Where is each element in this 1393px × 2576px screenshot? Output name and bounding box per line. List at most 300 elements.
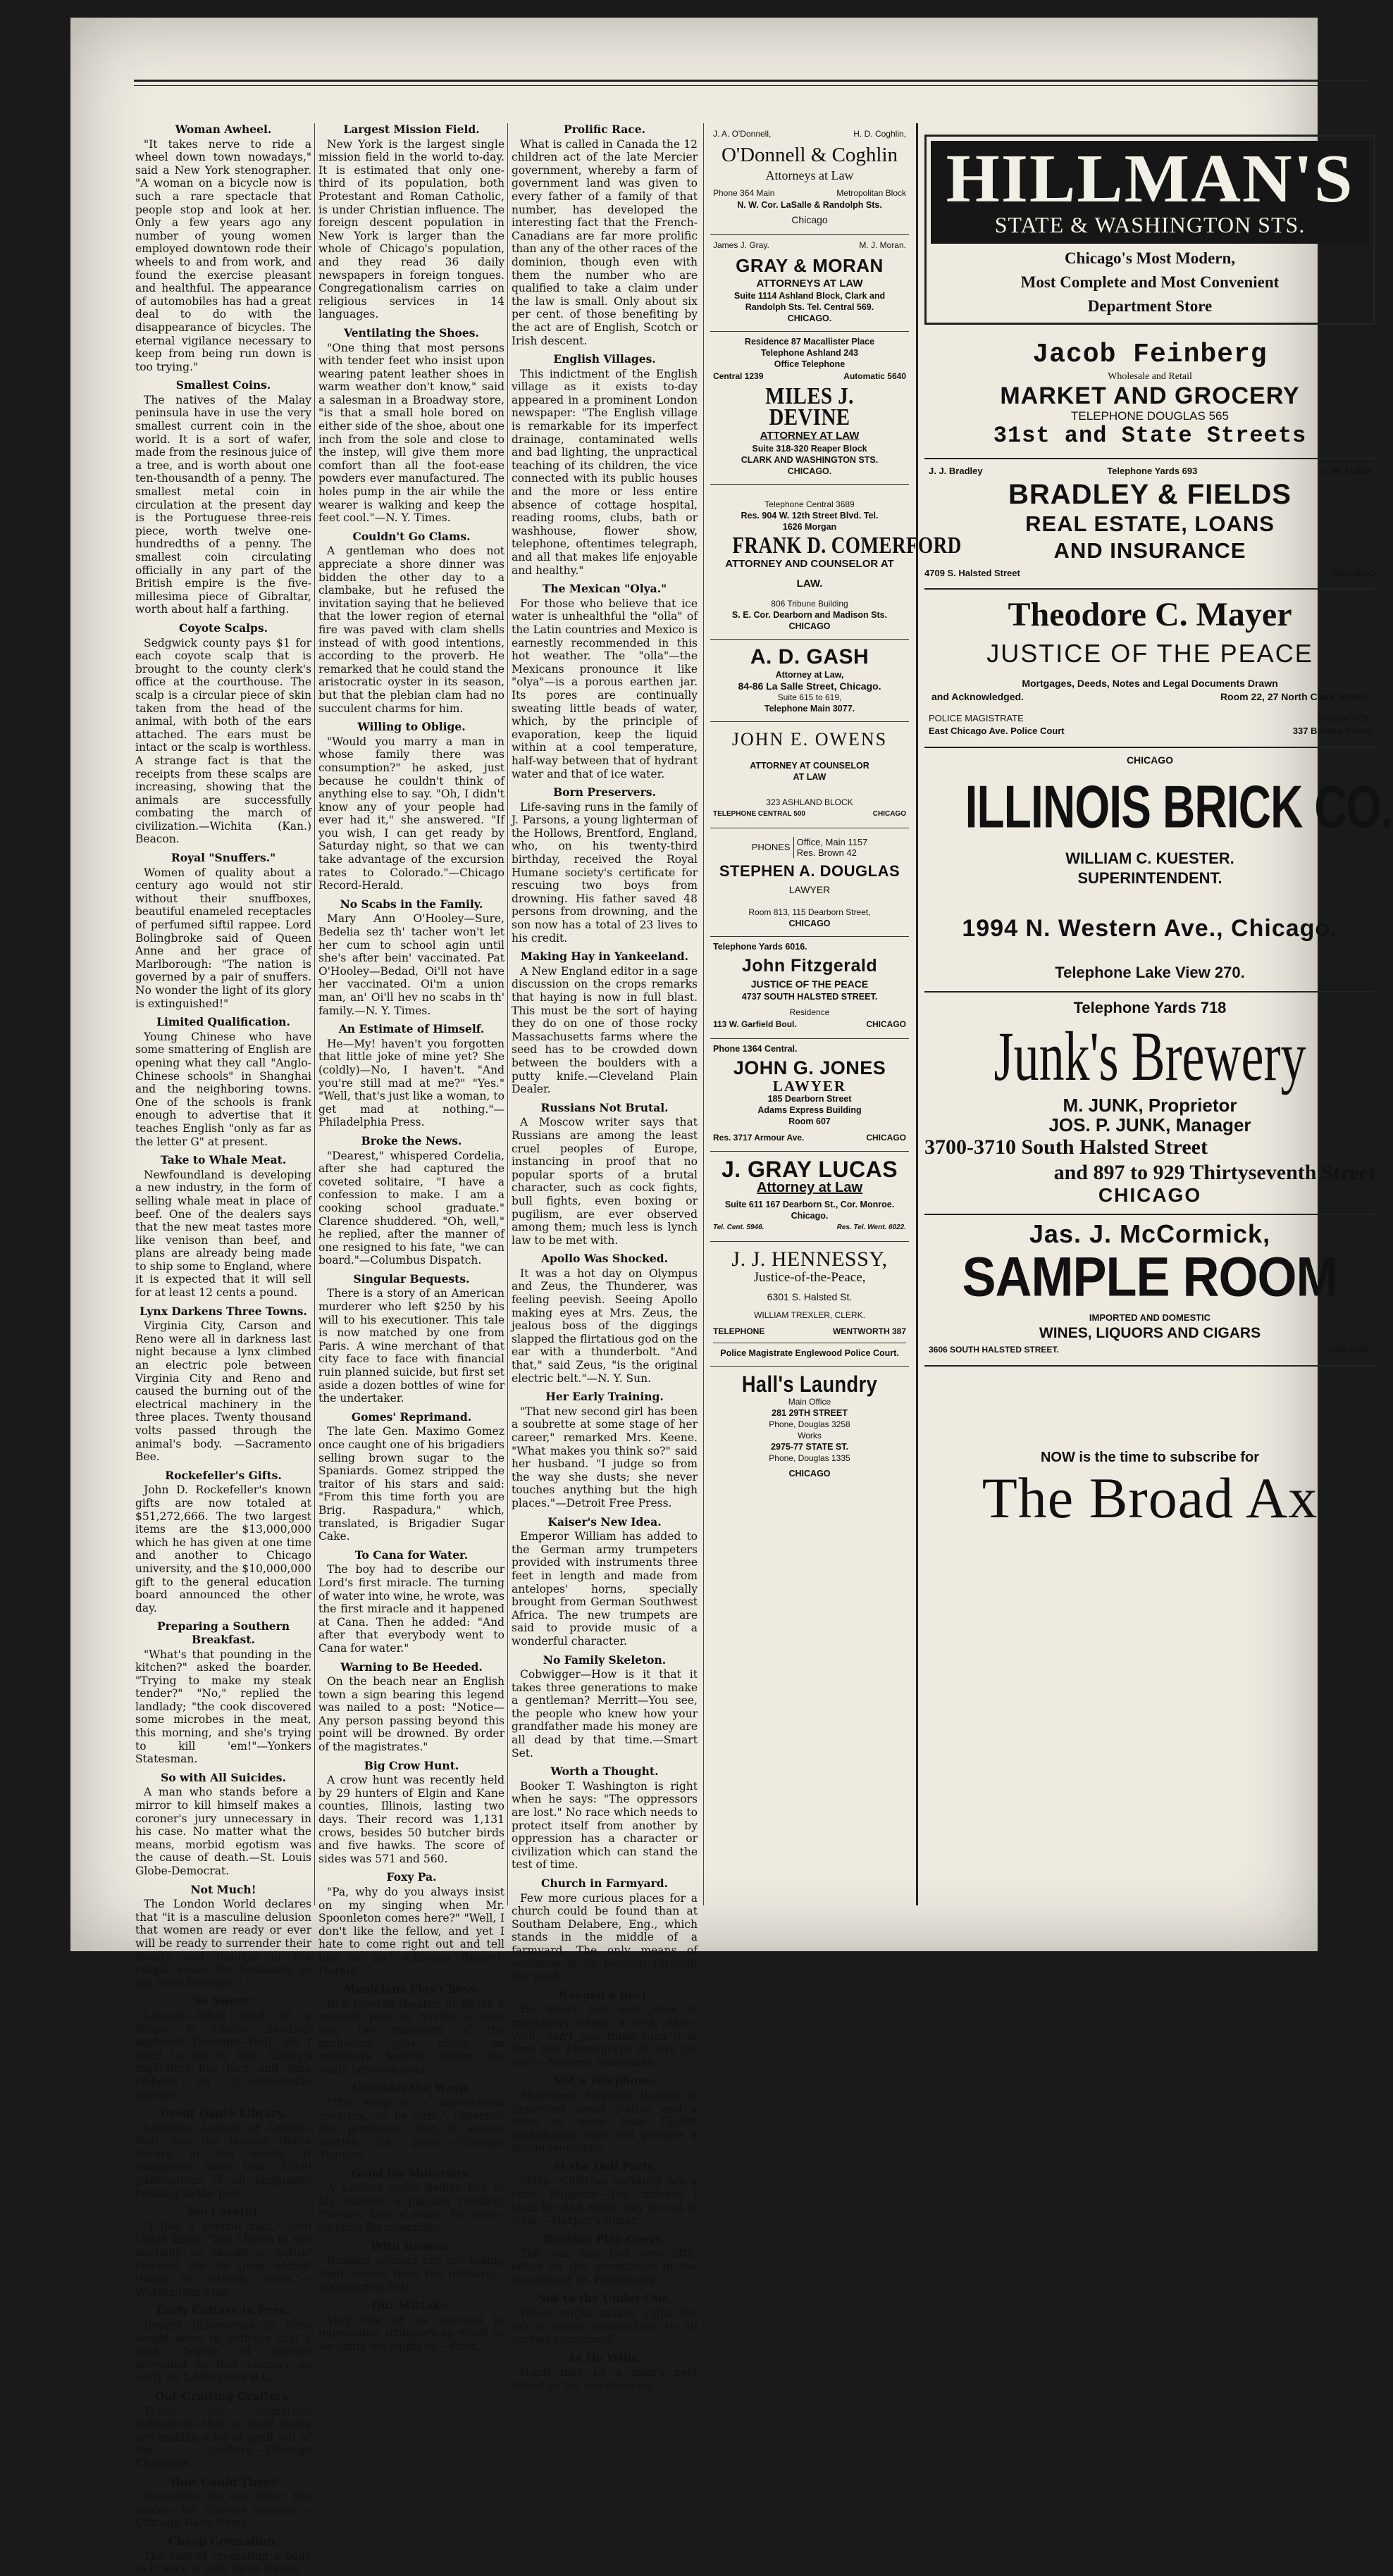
- hillmans-tagline: Most Complete and Most Convenient: [1020, 273, 1280, 291]
- article: [318, 1871, 504, 1977]
- article: [512, 1390, 698, 1510]
- card-jj-hennessy: [710, 1242, 909, 1366]
- mccormick-address: 3606 SOUTH HALSTED STREET.: [929, 1344, 1059, 1355]
- firm-subtitle: Attorneys at Law: [765, 168, 854, 182]
- phone: Central 1239: [713, 371, 764, 382]
- address: S. E. Cor. Dearborn and Madison Sts.: [731, 609, 888, 620]
- feinberg-market: MARKET AND GROCERY: [1000, 382, 1300, 409]
- phone: Phone 364 Main: [713, 187, 775, 198]
- article: [512, 583, 698, 780]
- address: N. W. Cor. LaSalle & Randolph Sts.: [737, 200, 882, 211]
- article: [318, 2167, 504, 2234]
- office-label: Main Office: [788, 1396, 831, 1407]
- article: [318, 2299, 504, 2353]
- article-headline: Royal "Snuffers.": [171, 851, 276, 865]
- article-body: "The wasp is a disputatious creature, to be sure," observed the professor, "but it always carries its point."—Chicago Tribune.: [318, 2096, 504, 2162]
- card-odonnell-coghlin: [710, 123, 909, 235]
- article-headline: Her Early Training.: [545, 1390, 664, 1404]
- address: 185 Dearborn Street: [767, 1093, 852, 1104]
- article-body: The cost of cremating a body in France is only three francs.: [135, 2549, 311, 2576]
- mayer-name: Theodore C. Mayer: [1008, 596, 1292, 634]
- article-headline: Coyote Scalps.: [179, 621, 268, 635]
- article-headline: Woman Awheel.: [175, 123, 272, 136]
- brick-address: 1994 N. Western Ave., Chicago.: [962, 914, 1338, 942]
- article-headline: Not Much!: [190, 1882, 256, 1896]
- phone: Telephone Yards 6016.: [713, 942, 807, 952]
- article-body: Mary Ann O'Hooley—Sure, Bedelia sez th' tacher won't let her cum to school agin until she's after bein' vaccinated. Pat O'Hooley—Bedad, Oi'll not have her vaccinated. Oi'm a union man, an' Oi'll hev no scabs in th' family.—N. Y. Times.: [318, 912, 504, 1017]
- city: CHICAGO: [866, 1019, 906, 1030]
- hillmans-frame: [924, 135, 1375, 325]
- address: Room 607: [788, 1116, 831, 1126]
- article-body: Habit may be a man's best friend or his worst enemy.: [512, 2366, 698, 2392]
- residence-label: Residence: [789, 1007, 830, 1018]
- article-body: For those who believe that ice water is unhealthful the "olla" of the Latin countries and Mexico is earnestly recommended in this hot weather. The "olla"—the Mexicans pronounce it like "olya"—is a porous earthen jar. Its pores are continually sweating little beads of water, which, by the principle of evaporation, keep the liquid within at a cool temperature, half-way between that of hydrant water and that of ice water.: [512, 597, 698, 780]
- firm-subtitle: Attorney at Law,: [775, 669, 844, 680]
- firm-subtitle: JUSTICE OF THE PEACE: [750, 978, 869, 990]
- column-rule: [507, 123, 508, 1905]
- hillmans-address: STATE & WASHINGTON STS.: [994, 212, 1306, 237]
- article-body: Few more curious places for a church could be found than at Southam Delabere, Eng., which stands in the middle of a farmyard. The only means of entrance is by passing through the yard.: [512, 1891, 698, 1984]
- article: [135, 1884, 311, 1990]
- junk-phone: Telephone Yards 718: [1073, 998, 1227, 1016]
- address: 84-86 La Salle Street, Chicago.: [738, 680, 881, 692]
- residence: Res. 3717 Armour Ave.: [713, 1132, 805, 1143]
- article-headline: Foxy Pa.: [386, 1870, 437, 1884]
- bradley-address: 4709 S. Halsted Street: [924, 567, 1020, 578]
- address: Randolph Sts. Tel. Central 569.: [745, 302, 874, 313]
- article-headline: The Mexican "Olya.": [542, 582, 667, 596]
- firm-name: O'Donnell & Coghlin: [721, 143, 898, 166]
- article: [135, 1995, 311, 2101]
- firm-name: JOHN G. JONES: [733, 1057, 886, 1078]
- article: [318, 1273, 504, 1405]
- article: [318, 2240, 504, 2294]
- partner-name: J. J. Bradley: [929, 466, 983, 476]
- address: 2975-77 STATE ST.: [771, 1441, 848, 1452]
- firm-subtitle: ATTORNEYS AT LAW: [756, 277, 863, 290]
- article-body: Leonidas Leonell of Undine, Italy, has the largest Dante library in the world. It comprises more than 3,000 publications of all languages relating to the poet.: [135, 2121, 311, 2200]
- column-rule: [314, 123, 315, 1905]
- card-john-fitzgerald: [710, 937, 909, 1039]
- article-body: Young Chinese who have some smattering of English are opening what they call "Anglo-Chinese schools" in Shanghai and the neighboring towns. One of the schools is frank enough to advertise that it teaches English "only as far as the letter G" at present.: [135, 1030, 311, 1148]
- broadax-name: The Broad Ax: [982, 1465, 1318, 1530]
- article: [318, 1023, 504, 1129]
- firm-subtitle: ATTORNEY AT COUNSELOR: [750, 760, 869, 771]
- mayer-services: Mortgages, Deeds, Notes and Legal Documents Drawn: [1022, 678, 1278, 690]
- article-headline: So with All Suicides.: [161, 1770, 286, 1784]
- article-headline: Kaiser's New Idea.: [547, 1514, 662, 1529]
- article-body: Russian authors are not taking their heroes from the military.—Washington Post.: [318, 2254, 504, 2294]
- article: [512, 1765, 698, 1872]
- article-headline: Cheap Cremation.: [168, 2534, 279, 2548]
- address: 323 ASHLAND BLOCK: [766, 797, 853, 807]
- article-body: On the beach near an English town a sign bearing this legend was nailed to a post: "Notice—Any person passing beyond this point will be drowned. By order of the magistrates.": [318, 1675, 504, 1754]
- firm-name: John Fitzgerald: [741, 956, 878, 976]
- article-headline: Russians Not Brutal.: [540, 1100, 669, 1114]
- feinberg-phone: TELEPHONE DOUGLAS 565: [1071, 409, 1229, 423]
- column-1: [135, 123, 311, 2576]
- article-headline: Early Culture in Peru.: [156, 2303, 291, 2317]
- article-headline: Lynx Darkens Three Towns.: [140, 1304, 307, 1318]
- brick-phone: Telephone Lake View 270.: [1055, 963, 1245, 981]
- partner-name: M. J. Moran.: [859, 240, 906, 251]
- feinberg-wholesale: Wholesale and Retail: [1108, 371, 1192, 382]
- clerk: WILLIAM TREXLER, CLERK.: [754, 1309, 865, 1320]
- article: [135, 2476, 311, 2530]
- phone: TELEPHONE CENTRAL 500: [713, 809, 805, 818]
- phone: Phone 1364 Central.: [713, 1043, 798, 1054]
- article: [512, 2074, 698, 2155]
- article: [135, 2304, 311, 2384]
- article-body: The natives of the Malay peninsula have in use the very smallest current coin in the world. It is a sort of wafer, made from the resinous juice of a tree, and is worth about one ten-thousandth of a penny. The smallest metal coin in circulation at the present day is the Portuguese three-reis piece, worth twelve one-hundredths of a penny. The smallest coin circulating officially in any part of the British empire is the five-millesima piece of Gibraltar, worth about half a farthing.: [135, 393, 311, 616]
- article-body: Very few of us succeed in impressing strangers as much as we think we ought to.—Puck.: [318, 2313, 504, 2353]
- brick-superintendent: WILLIAM C. KUESTER.: [1065, 849, 1234, 867]
- firm-subtitle: ATTORNEY AND COUNSELOR AT: [725, 557, 894, 570]
- article-body: New York is the largest single mission field in the world to-day. It is estimated that only one-third of its population, both Protestant and Roman Catholic, is under Christian influence. The foreign descent population in New York is larger than the whole of Chicago's population, and they read 36 daily newspapers in foreign tongues. Congregationalism carries on religious services in 14 languages.: [318, 137, 504, 321]
- article-headline: As He Wills.: [567, 2351, 642, 2365]
- ad-illinois-brick: [924, 748, 1393, 993]
- phone: Telephone Central 3689: [764, 499, 855, 509]
- article-headline: No Scabs in the Family.: [340, 897, 483, 911]
- mayer-services: and Acknowledged.: [931, 691, 1024, 703]
- article-headline: Take to Whale Meat.: [160, 1153, 287, 1167]
- article: [512, 1989, 698, 2070]
- article-body: A crow hunt was recently held by 29 hunters of Elgin and Kane counties, Illinois, lasting two days. Their record was 1,131 crows, besides 50 butcher birds and five hawks. The score of sides was 571 and 560.: [318, 1774, 504, 1865]
- firm-subtitle: AT LAW: [793, 771, 826, 782]
- address: Adams Express Building: [757, 1105, 862, 1115]
- city: CHICAGO.: [787, 466, 832, 476]
- article-headline: Largest Mission Field.: [343, 123, 480, 136]
- article-body: Emperor William has added to the German army trumpeters provided with instruments three feet in length and made from antelopes' horns, specially brought from German Southwest Africa. The new trumpets are said to provide music of a wonderful character.: [512, 1530, 698, 1648]
- article: [318, 721, 504, 892]
- ad-broad-ax: [924, 1367, 1375, 1541]
- article-body: Virginia City, Carson and Reno were all in darkness last night because a lynx climbed an electric pole between Virginia City and Reno and caused the burning out of the electrical machinery in the three places. Twenty thousand volts passed through the animal's body. —Sacramento Bee.: [135, 1319, 311, 1464]
- city: Chicago: [791, 214, 828, 226]
- article-body: "Pa, why do you always insist on my singing when Mr. Spoonleton comes here?" "Well, I don't like the fellow, and yet I hate to come right out and tell him to go."—Chicago Record-Herald.: [318, 1886, 504, 1977]
- article-headline: Out-Grafting Grafters.: [154, 2389, 292, 2403]
- phone-label: TELEPHONE: [713, 1326, 765, 1336]
- article-body: Booker T. Washington is right when he says: "The oppressors are lost." No race which needs to protect itself from another by oppression has a character or civilization which can stand the test of time.: [512, 1779, 698, 1872]
- article-headline: Making Hay in Yankeeland.: [520, 950, 689, 964]
- article-body: "Would you marry a man in whose family there was consumption?" he asked, just because he couldn't think of anything else to say. "Oh, I didn't know any of your people had ever had it," she answered. "If you wish, I can get ready by Saturday night, so that we can take advantage of the excursion rates to Colorado."—Chicago Record-Herald.: [318, 735, 504, 892]
- article-headline: Prolific Race.: [563, 123, 645, 136]
- article: [135, 2535, 311, 2576]
- firm-name: Hall's Laundry: [741, 1371, 878, 1397]
- article: [318, 1549, 504, 1655]
- city: CHICAGO: [788, 919, 831, 929]
- mayer-address: Room 22, 27 North Clark Street.: [1220, 691, 1368, 703]
- article-body: John D. Rockefeller's known gifts are now totaled at $51,272,666. The two largest items are the $13,000,000 which he has given at one time and another to Chicago university, and the $10,000,000 gift to the general education board announced the other day.: [135, 1483, 311, 1614]
- city: CHICAGO: [1098, 1183, 1202, 1206]
- ad-feinberg: [924, 336, 1375, 459]
- article-headline: Needed a Rest.: [558, 1988, 651, 2002]
- brick-superintendent-title: SUPERINTENDENT.: [1077, 869, 1222, 887]
- article-headline: So Sweet!: [193, 1994, 254, 2008]
- article: [318, 1661, 504, 1754]
- card-frank-comerford: [710, 485, 962, 640]
- city: CHICAGO: [1126, 754, 1174, 766]
- junk-address: and 897 to 929 Thirtyseventh Street: [1053, 1160, 1375, 1184]
- article-body: A Moscow writer says that Russians are among the least cruel peoples of Europe, instancing in proof that no popular sports of a brutal character, such as cock fights, bull fights, even boxing or pugilism, are ever observed among them; much less is lynch law to be met with.: [512, 1116, 698, 1247]
- article: [512, 1654, 698, 1760]
- article-headline: Ventilating the Shoes.: [344, 325, 479, 340]
- mayer-residence-label: RESIDENCE: [1318, 712, 1371, 723]
- junk-name: Junk's Brewery: [993, 1016, 1306, 1095]
- partner-name: H. D. Coghlin,: [853, 129, 906, 139]
- article-body: Women of quality about a century ago would not stir without their snuffboxes, beautiful enameled receptacles of perfumed siftil rappee. Lord Bolingbroke said of Queen Anne and her grace of Marlborough: "The nation is governed by a pair of snuffers. No wonder the light of its glory is extinguished!": [135, 866, 311, 1010]
- mayer-magistrate: POLICE MAGISTRATE: [929, 712, 1024, 723]
- residence: Residence 87 Macallister Place: [744, 337, 875, 347]
- article: [135, 1305, 311, 1464]
- article-headline: Church in Farmyard.: [541, 1877, 668, 1890]
- column-rule: [703, 123, 704, 1905]
- city: Chicago.: [791, 1210, 829, 1221]
- mayer-title: JUSTICE OF THE PEACE: [986, 639, 1313, 668]
- broadax-subscribe: NOW is the time to subscribe for: [1040, 1449, 1260, 1465]
- column-2: [318, 123, 504, 2353]
- mccormick-sample-room: SAMPLE ROOM: [962, 1245, 1338, 1308]
- address: 6301 S. Halsted St.: [767, 1290, 853, 1302]
- article-headline: Not to the Under One.: [536, 2291, 673, 2306]
- article-headline: Born Preservers.: [553, 785, 656, 799]
- article: [318, 2082, 504, 2162]
- article-headline: Warning to Be Heeded.: [340, 1660, 483, 1674]
- article: [512, 2160, 698, 2227]
- article: [512, 1516, 698, 1648]
- junk-manager: JOS. P. JUNK, Manager: [1048, 1114, 1251, 1135]
- article: [135, 1154, 311, 1300]
- article-body: "It takes nerve to ride a wheel down town nowadays," said a New York stenographer. "A woman on a bicycle now is such a rare spectacle that people stop and look at her. Only a few years ago any number of young women employed downtown rode their wheels to and from work, and found the exercise pleasant and healthful. The appearance of automobiles has had a great deal to do with the disappearance of bicycles. The eternal vigilance necessary to keep from being run down is too trying.": [135, 137, 311, 373]
- mccormick-name: Jas. J. McCormick,: [1029, 1219, 1271, 1248]
- article: [512, 1252, 698, 1385]
- article-headline: Broke the News.: [361, 1133, 462, 1147]
- card-miles-devine: [710, 332, 909, 484]
- article-body: Mary—Children certainly are a care. Millicent—Yes, indeed! I shall be glad when they go out of style.—Harper's Bazar.: [512, 2174, 698, 2227]
- firm-subtitle: LAWYER: [772, 1077, 847, 1095]
- article: [512, 950, 698, 1096]
- article-body: The London World declares that "it is a masculine delusion that women are ready or ever will be ready to surrender their liberty and indulge in the vulgar chase for husbands as did their forbears.": [135, 1898, 311, 1989]
- top-rule: [134, 80, 1368, 82]
- card-gray-moran: [710, 235, 909, 332]
- article: [135, 852, 311, 1010]
- article-headline: Big Crow Hunt.: [364, 1758, 459, 1772]
- phone: Office, Main 1157: [796, 837, 868, 848]
- firm-subtitle: Attorney at Law: [756, 1180, 863, 1196]
- ad-hillmans: [924, 129, 1375, 336]
- article-headline: Willing to Oblige.: [357, 720, 466, 734]
- column-5-ads: [924, 129, 1393, 1911]
- city: CHICAGO: [788, 1468, 831, 1479]
- ad-mccormick: [924, 1215, 1375, 1367]
- article: [135, 379, 311, 616]
- article: [318, 898, 504, 1017]
- article: [135, 1469, 311, 1615]
- partner-name: J. M. Fields: [1321, 466, 1371, 476]
- article: [318, 327, 504, 525]
- address: 4737 SOUTH HALSTED STREET.: [741, 992, 878, 1002]
- firm-name: MILES J. DEVINE: [765, 382, 854, 430]
- article-headline: Rockefeller's Gifts.: [165, 1468, 282, 1482]
- article: [512, 1102, 698, 1247]
- bradley-service: AND INSURANCE: [1053, 537, 1246, 563]
- firm-name: A. D. GASH: [750, 645, 869, 668]
- firm-name: J. J. HENNESSY,: [731, 1247, 888, 1271]
- phone: 1626 Morgan: [782, 521, 837, 532]
- ad-theodore-mayer: [924, 590, 1375, 748]
- ad-junks-brewery: [924, 993, 1375, 1215]
- top-rule-thin: [134, 85, 1368, 86]
- card-stephen-douglas: [710, 828, 909, 937]
- article: [135, 2107, 311, 2200]
- hillmans-tagline: Department Store: [1087, 297, 1213, 315]
- firm-name: STEPHEN A. DOUGLAS: [719, 862, 900, 881]
- article-body: A man who stands before a mirror to kill himself makes a coroner's jury unnecessary in his case. No matter what the means, morbid egotism was the cause of death.—St. Louis Globe-Democrat.: [135, 1786, 311, 1877]
- address: 806 Tribune Building: [771, 598, 848, 609]
- article-body: Newfoundland is developing a new industry, in the form of selling whale meat in place of beef. One of the dealers says that the new meat tastes more like venison than beef, and plans are already being made to ship some to England, where it is expected that it will sell for at least 12 cents a pound.: [135, 1168, 311, 1300]
- city: CHICAGO.: [1329, 1344, 1371, 1355]
- phone: Automatic 5640: [843, 371, 906, 382]
- article-headline: Russian Play-Goers.: [543, 2232, 666, 2246]
- article-headline: Not a Telephone.: [552, 2074, 657, 2088]
- article-body: What is called in Canada the 12 children act of the late Mercier government, whereby a farm of government land was given to every father of a family of that number, has developed the interesting fact that the French-Canadians are far more prolific than any of the other races of the dominion, though even with them the number who are qualified to take a claim under the law is small. Only about six per cent. of those benefiting by the act are of English, Scotch or Irish descent.: [512, 137, 698, 347]
- firm-name: J. GRAY LUCAS: [721, 1157, 898, 1183]
- card-john-owens: [710, 722, 909, 829]
- mayer-residence: 337 Burling Street: [1292, 726, 1371, 737]
- phone: Phone, Douglas 1335: [769, 1452, 850, 1463]
- article-headline: Musicians Play Chess.: [343, 1982, 480, 1996]
- feinberg-address: 31st and State Streets: [993, 423, 1307, 449]
- article: [318, 1760, 504, 1866]
- address: CLARK AND WASHINGTON STS.: [741, 454, 879, 465]
- article: [318, 1411, 504, 1543]
- article-headline: Limited Qualification.: [156, 1015, 290, 1029]
- article-headline: At the Doll Party.: [552, 2159, 657, 2173]
- article: [135, 123, 311, 373]
- article: [512, 2292, 698, 2346]
- address: Metropolitan Block: [836, 187, 906, 198]
- address: Suite 615 to 619,: [777, 692, 842, 702]
- address: Suite 318-320 Reaper Block: [752, 443, 867, 454]
- column-3: [512, 123, 698, 2392]
- article-body: "One thing that most persons with tender feet who insist upon wearing patent leather shoes in warm weather don't know," said a salesman in a Broadway store, "is that a small hole bored on either side of the shoe, about one inch from the sole and close to the instep, will give them more comfort than all the foot-ease powders ever manufactured. The holes pump in the air while the wearer is walking and keep the feet cool."—N. Y. Times.: [318, 341, 504, 525]
- article: [135, 1620, 311, 1766]
- ad-bradley-fields: [924, 459, 1375, 590]
- firm-subtitle: LAWYER: [788, 884, 831, 896]
- article: [135, 2205, 311, 2298]
- city: CHICAGO.: [787, 313, 832, 324]
- partner-name: James J. Gray.: [713, 240, 769, 251]
- firm-name: FRANK D. COMERFORD: [732, 532, 962, 559]
- mccormick-imported: IMPORTED AND DOMESTIC: [1089, 1312, 1211, 1323]
- article-headline: Good for Motorists.: [352, 2166, 471, 2180]
- phone: Tel. Cent. 5946.: [713, 1223, 764, 1231]
- brick-name: ILLINOIS BRICK CO.: [965, 772, 1393, 841]
- article-body: Cobwigger—How is it that it takes three generations to make a gentleman? Merritt—You see, the people who knew how your grandfather made his money are all dead by that time.—Smart Set.: [512, 1668, 698, 1760]
- article-headline: Smallest Coins.: [175, 378, 271, 392]
- article-headline: Couldn't Go Clams.: [352, 529, 471, 543]
- article-body: It was a hot day on Olympus and Zeus, the Thunderer, was feeling peevish. Seeing Apollo making eyes at Mrs. Zeus, the jealous boss of the diggings slapped the flirtatious god on the ear with a thunderbolt. "And that," said Zeus, "is the original electric belt."—N. Y. Sun.: [512, 1267, 698, 1385]
- article-body: A London curio dealer has in his window a placard reading: "Several bits of armor for sale—suitable for motorists.": [318, 2182, 504, 2234]
- article: [318, 530, 504, 715]
- article-headline: Consider the Wasp.: [352, 2081, 471, 2095]
- bradley-service: REAL ESTATE, LOANS: [1025, 511, 1275, 536]
- article-headline: Our Mistake.: [371, 2298, 452, 2313]
- article: [318, 1983, 504, 2076]
- phone: Telephone Ashland 243: [760, 348, 859, 359]
- article: [512, 2233, 698, 2286]
- article-headline: Apollo Was Shocked.: [540, 1252, 668, 1266]
- mayer-court: East Chicago Ave. Police Court: [929, 726, 1065, 737]
- article-headline: Worth a Thought.: [550, 1765, 659, 1779]
- article: [318, 123, 504, 321]
- article-headline: Singular Bequests.: [353, 1271, 470, 1286]
- article-body: Recent discoveries in Peru would seem to indicate that a high degree of culture prevailed in that country as early as 1,500 years B.C.: [135, 2319, 311, 2384]
- residence: Res. 904 W. 12th Street Blvd. Tel.: [741, 510, 879, 521]
- bradley-phone: Telephone Yards 693: [1107, 466, 1198, 476]
- article-body: "Dearest," whispered Cordelia, after she had captured the coveted solitaire, "I have a confession to make. I am a cooking school graduate." Clarence shuddered. "Oh, well," he replied, after the manner of one resigned to his fate, "we can board."—Columbus Dispatch.: [318, 1149, 504, 1267]
- residence: 113 W. Garfield Boul.: [713, 1019, 797, 1030]
- article-headline: Great Dante Library.: [161, 2106, 286, 2120]
- address: Suite 611 167 Dearborn St., Cor. Monroe.: [724, 1199, 895, 1209]
- mccormick-goods: WINES, LIQUORS AND CIGARS: [1039, 1324, 1261, 1341]
- article-body: A New England editor in a sage discussion on the crops remarks that haying is now in full blast. This must be the sort of haying they do on one of those rocky Massachusetts farms where the seed has to be crowded down between the boulders with a putty knife.—Cleveland Plain Dealer.: [512, 964, 698, 1096]
- article-body: Cigarettes do not affect the brains—for obvious reasons.—Chicago Daily News.: [135, 2490, 311, 2530]
- article-headline: With Reason.: [371, 2239, 452, 2253]
- article-body: There is a story of an American murderer who left $250 by his will to his executioner. This tale is now matched by one from Paris. A wine merchant of that city face to face with financial ruin planned suicide, but first set aside a dozen bottles of wine for the undertaker.: [318, 1287, 504, 1405]
- article-headline: Gomes' Reprimand.: [351, 1410, 472, 1424]
- article: [135, 1772, 311, 1878]
- article-body: The war has had very little effect on the attendance in the theaters of St. Petersburg.: [512, 2247, 698, 2286]
- city: CHICAGO: [788, 621, 831, 631]
- partner-name: J. A. O'Donnell,: [713, 129, 772, 139]
- article-body: Sheerness, England, though an important naval station and a town of more than 15,000 inhabitants, does not possess a single telephone.: [512, 2089, 698, 2155]
- junk-proprietor: M. JUNK, Proprietor: [1063, 1094, 1237, 1116]
- article-body: Life-saving runs in the family of J. Parsons, a young lighterman of the Hollows, Brentford, England, who, on his twenty-third birthday, received the Royal Humane society's certificate for rescuing two boys from drowning. His father saved 48 persons from drowning, and the son now has a total of 23 lives to his credit.: [512, 800, 698, 945]
- article: [135, 2390, 311, 2470]
- article: [512, 123, 698, 347]
- city: CHICAGO: [866, 1132, 906, 1143]
- article-body: There are numerous indications that a good many are making a lot of graft out of the grafters.—Chicago Chronicle.: [135, 2404, 311, 2470]
- feinberg-name: Jacob Feinberg: [1032, 340, 1268, 370]
- court: Police Magistrate Englewood Police Court.: [713, 1343, 906, 1359]
- article-body: "That new second girl has been a soubrette at some stage of her career," remarked Mrs. Keene. "What makes you think so?" said her husband. "I judge so from the way she dusts; she never touches anything but the high places."—Detroit Free Press.: [512, 1405, 698, 1510]
- phone-label: Office Telephone: [774, 359, 846, 370]
- phone: Res. Tel. Went. 6022.: [836, 1223, 906, 1231]
- article: [135, 622, 311, 846]
- firm-subtitle: Justice-of-the-Peace,: [753, 1270, 866, 1286]
- article-headline: No Family Skeleton.: [543, 1653, 667, 1667]
- article-body: The late Gen. Maximo Gomez once caught one of his brigadiers selling brown sugar to the Spaniards. Gomez stripped the traitor of his stars and said: "From this time forth you are Brig. Raspadura," which, translated, is Brigadier Sugar Cake.: [318, 1425, 504, 1543]
- hillmans-tagline: Chicago's Most Modern,: [1064, 249, 1236, 267]
- article-headline: Too Careful.: [186, 2205, 261, 2219]
- works-label: Works: [798, 1430, 822, 1441]
- address: Suite 1114 Ashland Block, Clark and: [733, 291, 886, 301]
- article: [512, 1877, 698, 1984]
- address: 281 29TH STREET: [772, 1407, 848, 1418]
- phone: Res. Brown 42: [796, 847, 857, 859]
- phones-label: PHONES: [751, 842, 791, 853]
- card-john-jones: [710, 1039, 909, 1152]
- article-body: "I like a keerful man," said Uncle Eben, "but I hates to see anybody so skyaht o' gettin' cheated dat he goes widout things he actually needs."—Washington Star.: [135, 2220, 311, 2298]
- article-body: A gentleman who does not appreciate a shore dinner was bidden the other day to a clambake, but he refused the invitation saying that he believed that the lower region of eternal fire was paved with clam shells instead of with good intentions, according to the proverb. He remarked that he could stand the aristocratic oyster in its season, but that the plebian clam had no succulent charms for him.: [318, 545, 504, 715]
- article: [512, 2352, 698, 2393]
- article-headline: To Cana for Water.: [354, 1548, 469, 1562]
- firm-name: JOHN E. OWENS: [731, 728, 888, 749]
- phone: Phone, Douglas 3258: [769, 1419, 850, 1429]
- article-body: When might makes right the job is never satisfactory to all parties concerned.: [512, 2306, 698, 2346]
- hillmans-title: HILLMAN'S: [946, 141, 1354, 217]
- city: CHICAGO: [1332, 567, 1375, 578]
